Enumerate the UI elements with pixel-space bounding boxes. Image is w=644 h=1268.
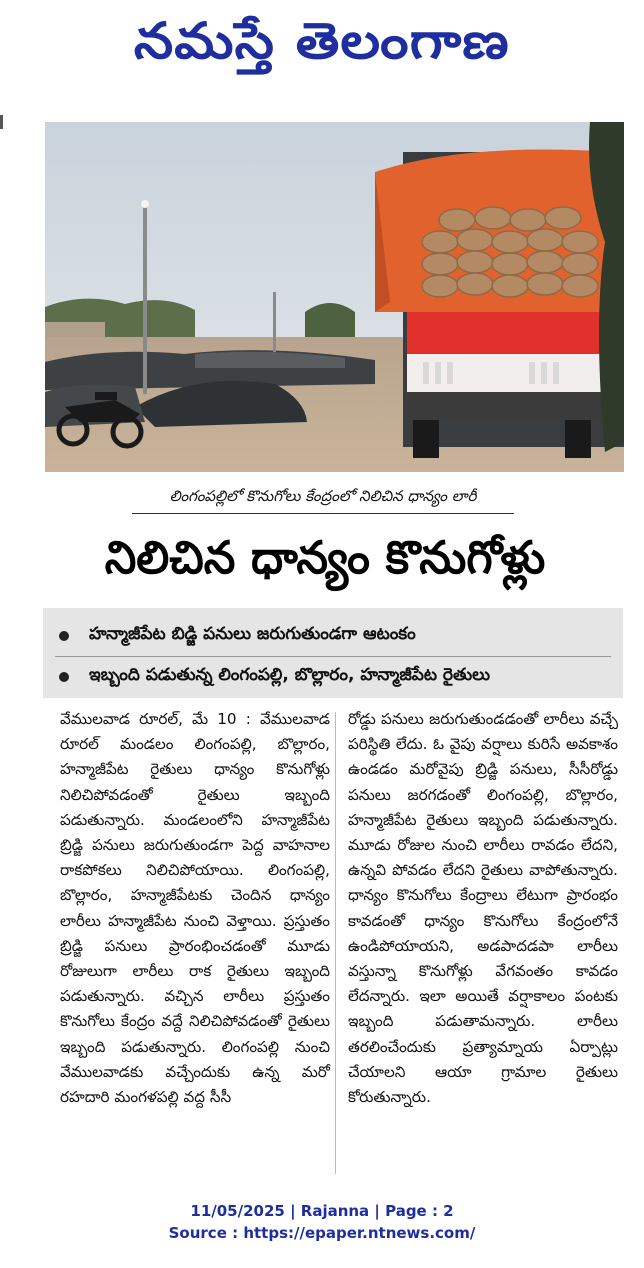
photo-caption: లింగంపల్లిలో కొనుగోలు కేంద్రంలో నిలిచిన ధాన్యం లారీ xyxy=(132,483,514,514)
footer xyxy=(0,1200,644,1244)
divider xyxy=(55,656,611,657)
headline: నిలిచిన ధాన్యం కొనుగోళ్లు xyxy=(104,530,546,584)
highlight-text: హన్మాజీపేట బిడ్జి పనులు జరుగుతుండగా ఆటంకం xyxy=(89,624,416,644)
article-column-left: వేములవాడ రూరల్, మే 10 : వేములవాడ రూరల్ మండలం లింగంపల్లి, బొల్లారం, హన్మాజీపేట రైతులు ధాన్యం కొనుగోళ్లు నిలిచిపోవడంతో రైతులు ఇబ్బంది పడుతున్నారు. మండలంలోని హన్మాజీపేట బ్రిడ్జి పనులు జరుగుతుండగా పెద్ద వాహనాల రాకపోకలు నిలిచిపోయాయి. లింగంపల్లి, బొల్లారం, హన్మాజీపేటకు చెందిన ధాన్యం లారీలు హన్మాజీపేట నుంచి వెళ్తాయి. ప్రస్తుతం బ్రిడ్జి పనులు ప్రారంభించడంతో మూడు రోజులుగా లారీలు రాక రైతులు ఇబ్బంది పడుతున్నారు. వచ్చిన లారీలు ప్రస్తుతం కొనుగోలు కేంద్రం వద్దే నిలిచిపోవడంతో రైతులు ఇబ్బంది పడుతున్నారు. లింగంపల్లి నుంచి వేములవాడకు వచ్చేందుకు ఉన్న మరో రహదారి మంగళపల్లి వద్ద సీసీ xyxy=(60,710,330,1107)
masthead xyxy=(0,0,644,95)
news-photo xyxy=(45,122,624,472)
article-column-right: రోడ్డు పనులు జరుగుతుండడంతో లారీలు వచ్చే పరిస్థితి లేదు. ఓ వైపు వర్షాలు కురిసే అవకాశం ఉండడం మరోవైపు బ్రిడ్జి పనులు, సీసీరోడ్డు పనులు జరగడంతో లింగంపల్లి, బొల్లారం, హన్మాజీపేట రైతులు ఇబ్బంది పడుతున్నారు. మూడు రోజుల నుంచి లారీలు రావడం లేదని, ఉన్నవి పోవడం లేదని రైతులు వాపోతున్నారు. ధాన్యం కొనుగోలు కేంద్రాలు లేటుగా ప్రారంభం కావడంతో ధాన్యం కొనుగోలు కేంద్రంలోనే ఉండిపోయాయని, అడపాదడపా లారీలు వస్తున్నా కొనుగోళ్లు వేగవంతం కావడం లేదన్నారు. ఇలా అయితే వర్షాకాలం పంటకు ఇబ్బంది పడుతామన్నారు. లారీలు తరలించేందుకు ప్రత్యామ్నాయ ఏర్పాట్లు చేయాలని ఆయా గ్రామాల రైతులు కోరుతున్నారు. xyxy=(348,710,618,1107)
footer-edition-info: 11/05/2025 | Rajanna | Page : 2 xyxy=(190,1202,454,1220)
footer-source: Source : https://epaper.ntnews.com/ xyxy=(168,1224,476,1242)
margin-mark xyxy=(0,115,3,129)
bullet-icon xyxy=(59,672,69,682)
truck xyxy=(375,150,624,459)
highlight-item xyxy=(43,658,623,696)
bullet-icon xyxy=(59,631,69,641)
highlights-box xyxy=(43,608,623,698)
column-divider xyxy=(335,712,336,1174)
highlight-item xyxy=(43,617,623,655)
newspaper-logo: నమస్తే తెలంగాణ xyxy=(134,12,510,70)
highlight-text: ఇబ్బంది పడుతున్న లింగంపల్లి, బొల్లారం, హన్మాజీపేట రైతులు xyxy=(89,665,491,685)
